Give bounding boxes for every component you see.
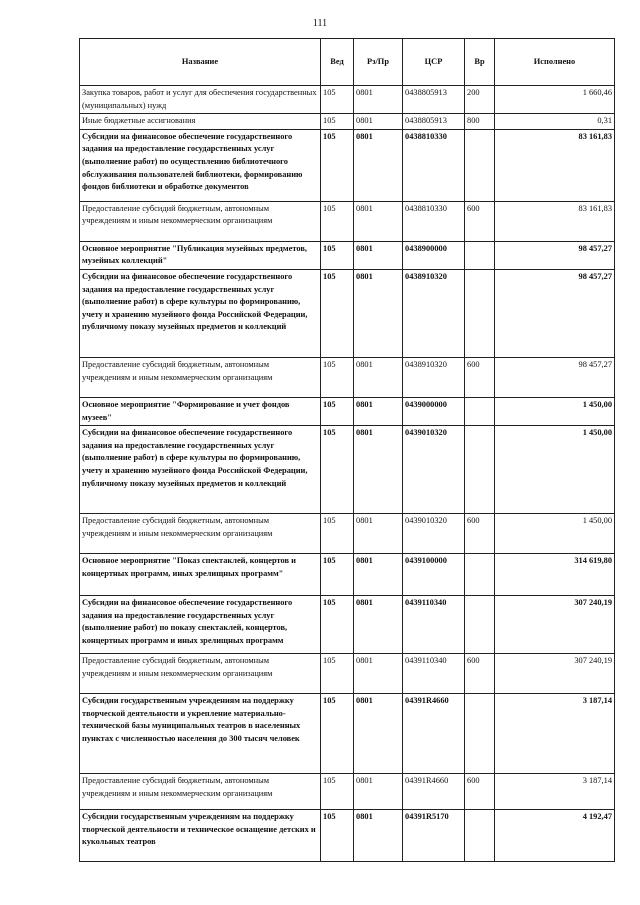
row-csr: 0438805913 bbox=[403, 86, 465, 114]
table-row bbox=[80, 114, 615, 130]
header-rzpr: Рз/Пр bbox=[354, 39, 403, 86]
row-vr bbox=[465, 596, 495, 654]
row-vr: 200 bbox=[465, 86, 495, 114]
row-csr: 0438910320 bbox=[403, 357, 465, 397]
budget-table bbox=[79, 38, 615, 862]
row-name: Закупка товаров, работ и услуг для обеспечения государственных (муниципальных) нужд bbox=[80, 86, 321, 114]
row-rzpr: 0801 bbox=[354, 596, 403, 654]
table-row bbox=[80, 129, 615, 201]
table-row bbox=[80, 86, 615, 114]
row-rzpr: 0801 bbox=[354, 201, 403, 241]
row-sum: 3 187,14 bbox=[495, 694, 615, 774]
row-sum: 314 619,80 bbox=[495, 554, 615, 596]
row-name: Субсидии на финансовое обеспечение государственного задания на предоставление государственных услуг (выполнение работ) по осуществлению библиотечного обслуживания пользователей библиотеки, формированию фондов библиотеки и обработке документов bbox=[80, 129, 321, 201]
row-ved: 105 bbox=[321, 554, 354, 596]
row-vr bbox=[465, 694, 495, 774]
row-name: Иные бюджетные ассигнования bbox=[80, 114, 321, 130]
row-name: Предоставление субсидий бюджетным, автономным учреждениям и иным некоммерческим организациям bbox=[80, 654, 321, 694]
row-sum: 307 240,19 bbox=[495, 596, 615, 654]
row-vr bbox=[465, 397, 495, 425]
row-ved: 105 bbox=[321, 129, 354, 201]
row-sum: 1 450,00 bbox=[495, 514, 615, 554]
row-rzpr: 0801 bbox=[354, 86, 403, 114]
row-rzpr: 0801 bbox=[354, 654, 403, 694]
table-row bbox=[80, 514, 615, 554]
row-name: Основное мероприятие "Показ спектаклей, концертов и концертных программ, иных зрелищных программ" bbox=[80, 554, 321, 596]
row-sum: 1 450,00 bbox=[495, 397, 615, 425]
row-csr: 0439110340 bbox=[403, 596, 465, 654]
row-rzpr: 0801 bbox=[354, 129, 403, 201]
row-sum: 83 161,83 bbox=[495, 201, 615, 241]
table-row bbox=[80, 596, 615, 654]
row-vr bbox=[465, 129, 495, 201]
row-name: Основное мероприятие "Публикация музейных предметов, музейных коллекций" bbox=[80, 241, 321, 269]
header-csr: ЦСР bbox=[403, 39, 465, 86]
row-name: Субсидии государственным учреждениям на поддержку творческой деятельности и укрепление материально-технической базы муниципальных театров в населенных пунктах с численностью населения до 300 тысяч человек bbox=[80, 694, 321, 774]
row-sum: 83 161,83 bbox=[495, 129, 615, 201]
row-vr: 600 bbox=[465, 654, 495, 694]
row-csr: 04391R4660 bbox=[403, 694, 465, 774]
row-sum: 98 457,27 bbox=[495, 269, 615, 357]
row-rzpr: 0801 bbox=[354, 514, 403, 554]
row-ved: 105 bbox=[321, 694, 354, 774]
row-name: Субсидии государственным учреждениям на поддержку творческой деятельности и техническое оснащение детских и кукольных театров bbox=[80, 810, 321, 862]
row-ved: 105 bbox=[321, 426, 354, 514]
row-csr: 0439100000 bbox=[403, 554, 465, 596]
row-ved: 105 bbox=[321, 654, 354, 694]
row-rzpr: 0801 bbox=[354, 397, 403, 425]
row-ved: 105 bbox=[321, 201, 354, 241]
row-name: Предоставление субсидий бюджетным, автономным учреждениям и иным некоммерческим организациям bbox=[80, 357, 321, 397]
row-vr bbox=[465, 269, 495, 357]
row-csr: 04391R5170 bbox=[403, 810, 465, 862]
header-name: Название bbox=[80, 39, 321, 86]
row-sum: 3 187,14 bbox=[495, 774, 615, 810]
table-row bbox=[80, 241, 615, 269]
row-vr bbox=[465, 241, 495, 269]
row-csr: 0438805913 bbox=[403, 114, 465, 130]
row-ved: 105 bbox=[321, 86, 354, 114]
row-ved: 105 bbox=[321, 114, 354, 130]
row-rzpr: 0801 bbox=[354, 241, 403, 269]
row-vr bbox=[465, 426, 495, 514]
row-ved: 105 bbox=[321, 514, 354, 554]
row-ved: 105 bbox=[321, 269, 354, 357]
row-name: Предоставление субсидий бюджетным, автономным учреждениям и иным некоммерческим организациям bbox=[80, 201, 321, 241]
table-row bbox=[80, 357, 615, 397]
row-name: Предоставление субсидий бюджетным, автономным учреждениям и иным некоммерческим организациям bbox=[80, 514, 321, 554]
row-csr: 0438900000 bbox=[403, 241, 465, 269]
row-name: Предоставление субсидий бюджетным, автономным учреждениям и иным некоммерческим организациям bbox=[80, 774, 321, 810]
row-vr: 600 bbox=[465, 514, 495, 554]
table-row bbox=[80, 694, 615, 774]
row-vr: 600 bbox=[465, 774, 495, 810]
row-vr bbox=[465, 810, 495, 862]
row-ved: 105 bbox=[321, 241, 354, 269]
row-name: Субсидии на финансовое обеспечение государственного задания на предоставление государственных услуг (выполнение работ) в сфере культуры по формированию, учету и хранению музейного фонда Российской Федерации, публичному показу музейных предметов и коллекций bbox=[80, 426, 321, 514]
row-sum: 98 457,27 bbox=[495, 241, 615, 269]
row-csr: 0438910320 bbox=[403, 269, 465, 357]
table-row bbox=[80, 554, 615, 596]
row-csr: 0439010320 bbox=[403, 426, 465, 514]
table-row bbox=[80, 774, 615, 810]
row-sum: 307 240,19 bbox=[495, 654, 615, 694]
row-vr: 600 bbox=[465, 357, 495, 397]
table-row bbox=[80, 269, 615, 357]
table-row bbox=[80, 201, 615, 241]
row-name: Субсидии на финансовое обеспечение государственного задания на предоставление государственных услуг (выполнение работ) по показу спектаклей, концертов, концертных программ и иных зрелищных программ bbox=[80, 596, 321, 654]
row-csr: 0439110340 bbox=[403, 654, 465, 694]
row-sum: 0,31 bbox=[495, 114, 615, 130]
row-csr: 0439000000 bbox=[403, 397, 465, 425]
table-row bbox=[80, 426, 615, 514]
row-vr: 600 bbox=[465, 201, 495, 241]
row-rzpr: 0801 bbox=[354, 357, 403, 397]
header-sum: Исполнено bbox=[495, 39, 615, 86]
row-rzpr: 0801 bbox=[354, 426, 403, 514]
row-csr: 0438810330 bbox=[403, 201, 465, 241]
row-rzpr: 0801 bbox=[354, 774, 403, 810]
row-name: Основное мероприятие "Формирование и учет фондов музеев" bbox=[80, 397, 321, 425]
row-rzpr: 0801 bbox=[354, 269, 403, 357]
row-csr: 0439010320 bbox=[403, 514, 465, 554]
row-sum: 1 660,46 bbox=[495, 86, 615, 114]
row-ved: 105 bbox=[321, 596, 354, 654]
header-vr: Вр bbox=[465, 39, 495, 86]
row-csr: 04391R4660 bbox=[403, 774, 465, 810]
row-rzpr: 0801 bbox=[354, 114, 403, 130]
row-sum: 98 457,27 bbox=[495, 357, 615, 397]
row-ved: 105 bbox=[321, 397, 354, 425]
header-ved: Вед bbox=[321, 39, 354, 86]
table-row bbox=[80, 397, 615, 425]
table-header-row bbox=[80, 39, 615, 86]
page-number: 111 bbox=[312, 18, 328, 29]
row-csr: 0438810330 bbox=[403, 129, 465, 201]
table-row bbox=[80, 654, 615, 694]
row-ved: 105 bbox=[321, 357, 354, 397]
row-rzpr: 0801 bbox=[354, 694, 403, 774]
row-name: Субсидии на финансовое обеспечение государственного задания на предоставление государственных услуг (выполнение работ) в сфере культуры по формированию, учету и хранению музейного фонда Российской Федерации, публичному показу музейных предметов и коллекций bbox=[80, 269, 321, 357]
row-rzpr: 0801 bbox=[354, 810, 403, 862]
row-sum: 4 192,47 bbox=[495, 810, 615, 862]
row-ved: 105 bbox=[321, 810, 354, 862]
row-ved: 105 bbox=[321, 774, 354, 810]
row-vr bbox=[465, 554, 495, 596]
table-row bbox=[80, 810, 615, 862]
row-vr: 800 bbox=[465, 114, 495, 130]
row-rzpr: 0801 bbox=[354, 554, 403, 596]
row-sum: 1 450,00 bbox=[495, 426, 615, 514]
